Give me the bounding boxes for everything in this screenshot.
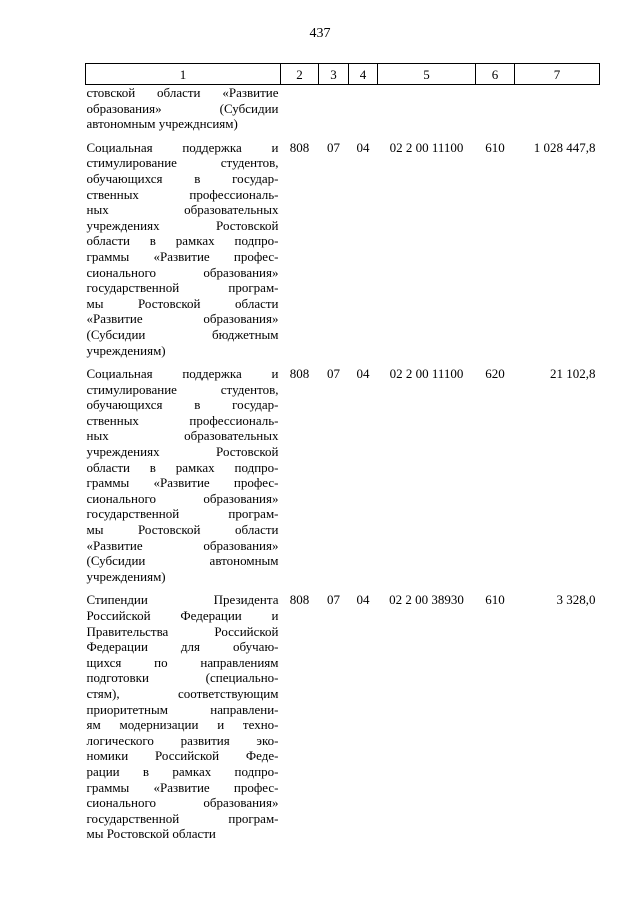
column-header-4: 4	[349, 64, 378, 85]
description-line: Социальная поддержка и	[86, 366, 279, 382]
description-line: образования» (Субсидии	[86, 100, 279, 116]
amount: 21 102,8	[550, 366, 596, 382]
description-line: стям), соответствующим	[86, 685, 279, 701]
table-row	[86, 132, 600, 358]
description-line: (Субсидии автономным	[86, 553, 279, 569]
description-line: ных образовательных	[86, 202, 279, 218]
description-line: государственной програм-	[86, 506, 279, 522]
description-line: мы Ростовской области	[86, 826, 216, 842]
description-line: ных образовательных	[86, 428, 279, 444]
row-description	[86, 132, 281, 358]
column-header-7: 7	[515, 64, 600, 85]
description-line: стимулирование студентов,	[86, 155, 279, 171]
ministry-code	[281, 85, 319, 132]
description-line: учреждениям)	[86, 568, 166, 584]
column-header-5: 5	[378, 64, 476, 85]
description-line: номики Российской Феде-	[86, 748, 279, 764]
column-header-1: 1	[86, 64, 281, 85]
description-line: автономным учрежднсиям)	[86, 116, 238, 132]
section-code: 07	[327, 139, 340, 155]
description-line: сионального образования»	[86, 264, 279, 280]
column-header-2: 2	[281, 64, 319, 85]
subsection-code: 04	[356, 366, 370, 382]
description-line: щихся по направлениям	[86, 654, 279, 670]
target-article-code: 02 2 00 11100	[389, 139, 464, 155]
description-line: (Субсидии бюджетным	[86, 326, 279, 342]
description-line: сионального образования»	[86, 490, 279, 506]
description-line: Социальная поддержка и	[86, 139, 279, 155]
description-line: государственной програм-	[86, 810, 279, 826]
description-line: сионального образования»	[86, 795, 279, 811]
description-line: государственной програм-	[86, 280, 279, 296]
subsection-code: 04	[356, 592, 370, 608]
description-line: приоритетным направлени-	[86, 701, 279, 717]
amount	[515, 85, 600, 132]
description-line: учреждениях Ростовской	[86, 444, 279, 460]
table-row	[86, 85, 600, 132]
table-row	[86, 358, 600, 584]
ministry-code: 808	[289, 139, 310, 155]
column-number-header-row	[86, 64, 600, 85]
section-code	[319, 85, 349, 132]
row-description	[86, 584, 281, 842]
description-line: стовской области «Развитие	[86, 85, 279, 100]
description-line: граммы «Развитие профес-	[86, 475, 279, 491]
expense-type-code: 610	[485, 139, 505, 155]
section-code: 07	[327, 592, 340, 608]
expense-type-code: 610	[485, 592, 505, 608]
page-number: 437	[309, 26, 331, 41]
subsection-code: 04	[356, 139, 370, 155]
description-line: обучающихся в государ-	[86, 170, 279, 186]
column-header-3: 3	[319, 64, 349, 85]
description-line: учреждениях Ростовской	[86, 217, 279, 233]
description-line: рации в рамках подпро-	[86, 763, 279, 779]
target-article-code: 02 2 00 11100	[389, 366, 464, 382]
description-line: учреждениям)	[86, 342, 166, 358]
description-line: мы Ростовской области	[86, 295, 279, 311]
description-line: логического развития эко-	[86, 732, 279, 748]
description-line: подготовки (специально-	[86, 670, 279, 686]
ministry-code: 808	[289, 592, 310, 608]
description-line: области в рамках подпро-	[86, 459, 279, 475]
description-line: «Развитие образования»	[86, 311, 279, 327]
description-line: Правительства Российской	[86, 623, 279, 639]
subsection-code	[349, 85, 378, 132]
description-line: области в рамках подпро-	[86, 233, 279, 249]
description-line: обучающихся в государ-	[86, 397, 279, 413]
target-article-code	[378, 85, 476, 132]
table-row	[86, 584, 600, 842]
description-line: ственных профессиональ-	[86, 186, 279, 202]
description-line: Стипендии Президента	[86, 592, 279, 608]
row-description	[86, 85, 281, 132]
amount: 3 328,0	[556, 592, 596, 608]
expense-type-code	[476, 85, 515, 132]
description-line: ственных профессиональ-	[86, 412, 279, 428]
budget-table	[85, 63, 600, 842]
description-line: мы Ростовской области	[86, 522, 279, 538]
description-line: Федерации для обучаю-	[86, 639, 279, 655]
ministry-code: 808	[289, 366, 310, 382]
column-header-6: 6	[476, 64, 515, 85]
amount: 1 028 447,8	[533, 139, 596, 155]
description-line: ям модернизации и техно-	[86, 717, 279, 733]
description-line: граммы «Развитие профес-	[86, 248, 279, 264]
description-line: стимулирование студентов,	[86, 381, 279, 397]
description-line: «Развитие образования»	[86, 537, 279, 553]
description-line: граммы «Развитие профес-	[86, 779, 279, 795]
row-description	[86, 358, 281, 584]
expense-type-code: 620	[485, 366, 505, 382]
target-article-code: 02 2 00 38930	[389, 592, 464, 608]
section-code: 07	[327, 366, 340, 382]
description-line: Российской Федерации и	[86, 608, 279, 623]
